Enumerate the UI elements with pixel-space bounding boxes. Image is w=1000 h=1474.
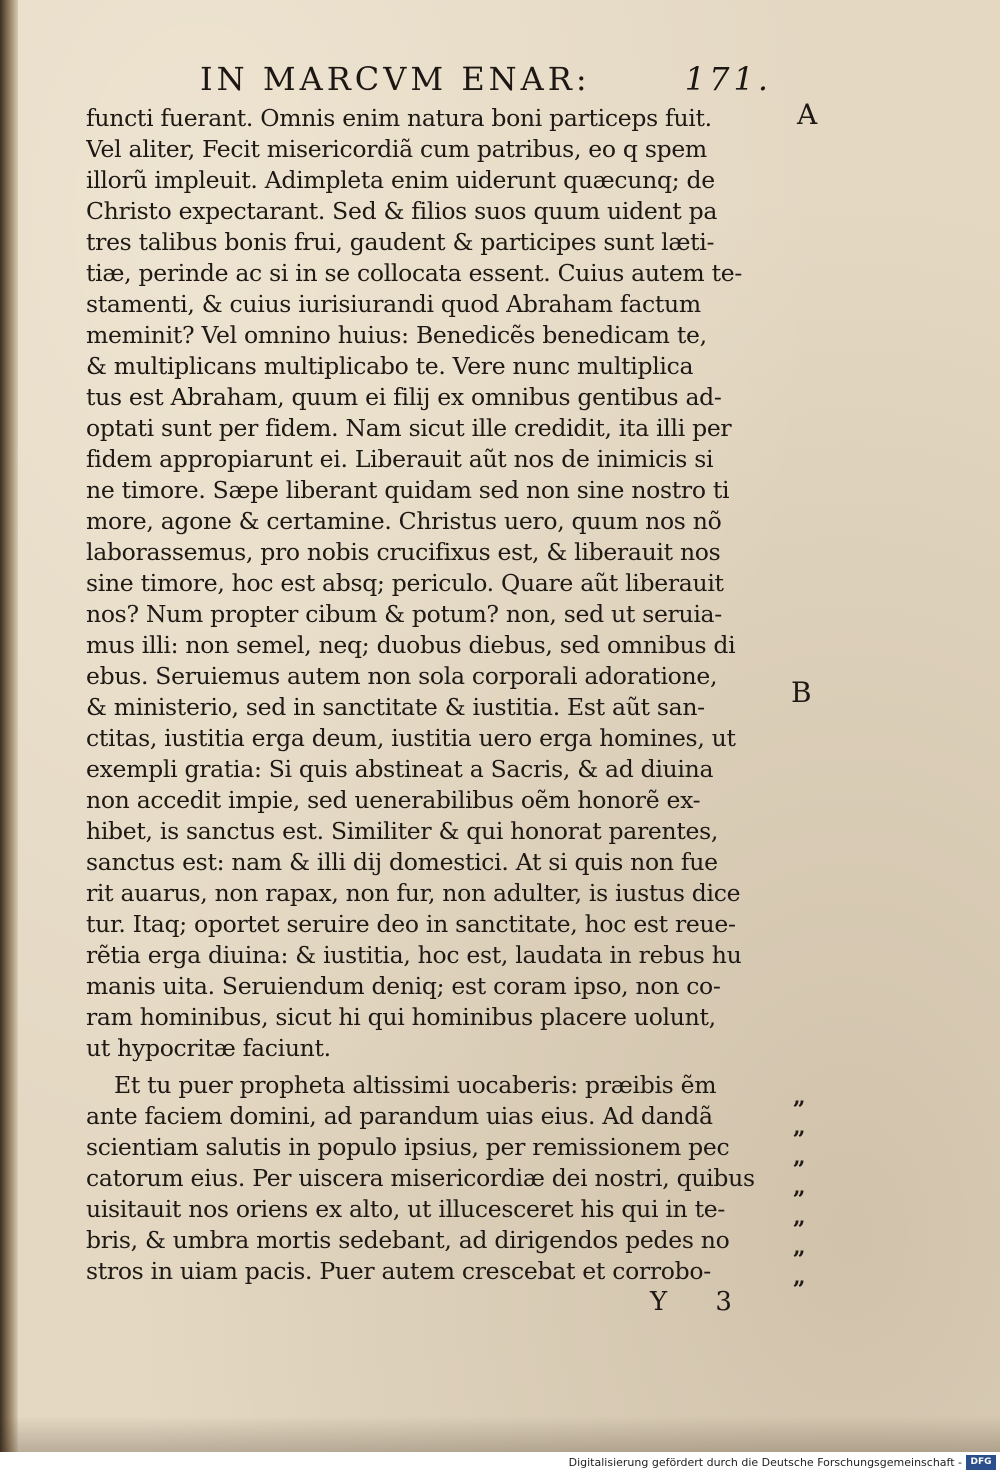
text-line: stamenti, & cuius iurisiurandi quod Abraham factum — [86, 290, 701, 318]
quote-mark: „ — [793, 1204, 806, 1230]
text-line: mus illi: non semel, neq; duobus diebus, sed omnibus di — [86, 631, 736, 659]
text-line: rit auarus, non rapax, non fur, non adulter, is iustus dice — [86, 879, 741, 907]
text-line: & ministerio, sed in sanctitate & iustitia. Est aũt san- — [86, 693, 705, 721]
quote-mark: „ — [793, 1144, 806, 1170]
margin-letter-b: B — [791, 676, 812, 709]
text-line: stros in uiam pacis. Puer autem crescebat et corrobo- — [86, 1257, 711, 1285]
text-line: tres talibus bonis frui, gaudent & participes sunt læti- — [86, 228, 715, 256]
text-line: exempli gratia: Si quis abstineat a Sacris, & ad diuina — [86, 755, 714, 783]
text-line: Vel aliter, Fecit misericordiã cum patribus, eo q spem — [86, 135, 707, 163]
text-line: & multiplicans multiplicabo te. Vere nunc multiplica — [86, 352, 694, 380]
text-line: non accedit impie, sed uenerabilibus oẽm honorẽ ex- — [86, 786, 701, 814]
signature-mark: Y 3 — [650, 1287, 752, 1317]
text-line: hibet, is sanctus est. Similiter & qui honorat parentes, — [86, 817, 719, 845]
dfg-logo-icon: DFG — [966, 1455, 996, 1470]
quote-mark: „ — [793, 1084, 806, 1110]
text-line: illorũ impleuit. Adimpleta enim uiderunt quæcunq; de — [86, 166, 715, 194]
quote-mark: „ — [793, 1174, 806, 1200]
quote-mark: „ — [793, 1264, 806, 1290]
text-line: tus est Abraham, quum ei filij ex omnibus gentibus ad- — [86, 383, 722, 411]
text-line: ram hominibus, sicut hi qui hominibus placere uolunt, — [86, 1003, 716, 1031]
page-gutter-edge — [0, 0, 18, 1452]
body-text — [86, 103, 786, 1287]
text-line: laborassemus, pro nobis crucifixus est, & liberauit nos — [86, 538, 721, 566]
text-line: ne timore. Sæpe liberant quidam sed non sine nostro ti — [86, 476, 730, 504]
text-line: ante faciem domini, ad parandum uias eius. Ad dandã — [86, 1102, 713, 1130]
running-title: IN MARCVM ENAR: — [200, 60, 591, 98]
text-line: more, agone & certamine. Christus uero, quum nos nõ — [86, 507, 722, 535]
text-line-verse-start: Et tu puer propheta altissimi uocaberis: præibis ẽm — [114, 1071, 717, 1099]
page-bottom-shadow — [0, 1416, 1000, 1452]
text-line: nos? Num propter cibum & potum? non, sed ut seruia- — [86, 600, 722, 628]
text-line: uisitauit nos oriens ex alto, ut illucesceret his qui in te- — [86, 1195, 725, 1223]
text-line: ut hypocritæ faciunt. — [86, 1034, 331, 1062]
running-header — [200, 60, 780, 100]
funding-credit: Digitalisierung gefördert durch die Deutsche Forschungsgemeinschaft - — [568, 1456, 962, 1469]
quote-mark: „ — [793, 1114, 806, 1140]
text-line: meminit? Vel omnino huius: Benedicẽs benedicam te, — [86, 321, 707, 349]
text-line: tiæ, perinde ac si in se collocata essent. Cuius autem te- — [86, 259, 742, 287]
marginal-quote-marks — [793, 1082, 833, 1292]
text-line: ebus. Seruiemus autem non sola corporali adoratione, — [86, 662, 718, 690]
text-line: sanctus est: nam & illi dij domestici. At si quis non fue — [86, 848, 718, 876]
text-line: ctitas, iustitia erga deum, iustitia uero erga homines, ut — [86, 724, 736, 752]
text-line: functi fuerant. Omnis enim natura boni particeps fuit. — [86, 104, 712, 132]
text-line: Christo expectarant. Sed & filios suos quum uident pa — [86, 197, 718, 225]
text-line: bris, & umbra mortis sedebant, ad dirigendos pedes no — [86, 1226, 730, 1254]
text-line: scientiam salutis in populo ipsius, per remissionem pec — [86, 1133, 730, 1161]
quote-mark: „ — [793, 1234, 806, 1260]
text-line: optati sunt per fidem. Nam sicut ille credidit, ita illi per — [86, 414, 732, 442]
text-line: tur. Itaq; oportet seruire deo in sanctitate, hoc est reue- — [86, 910, 736, 938]
text-line: rẽtia erga diuina: & iustitia, hoc est, laudata in rebus hu — [86, 941, 742, 969]
text-line: fidem appropiarunt ei. Liberauit aũt nos de inimicis si — [86, 445, 714, 473]
text-line: catorum eius. Per uiscera misericordiæ dei nostri, quibus — [86, 1164, 755, 1192]
text-line: sine timore, hoc est absq; periculo. Quare aũt liberauit — [86, 569, 724, 597]
margin-letter-a: A — [797, 98, 818, 131]
folio-number: 171. — [684, 60, 772, 98]
text-line: manis uita. Seruiendum deniq; est coram ipso, non co- — [86, 972, 721, 1000]
